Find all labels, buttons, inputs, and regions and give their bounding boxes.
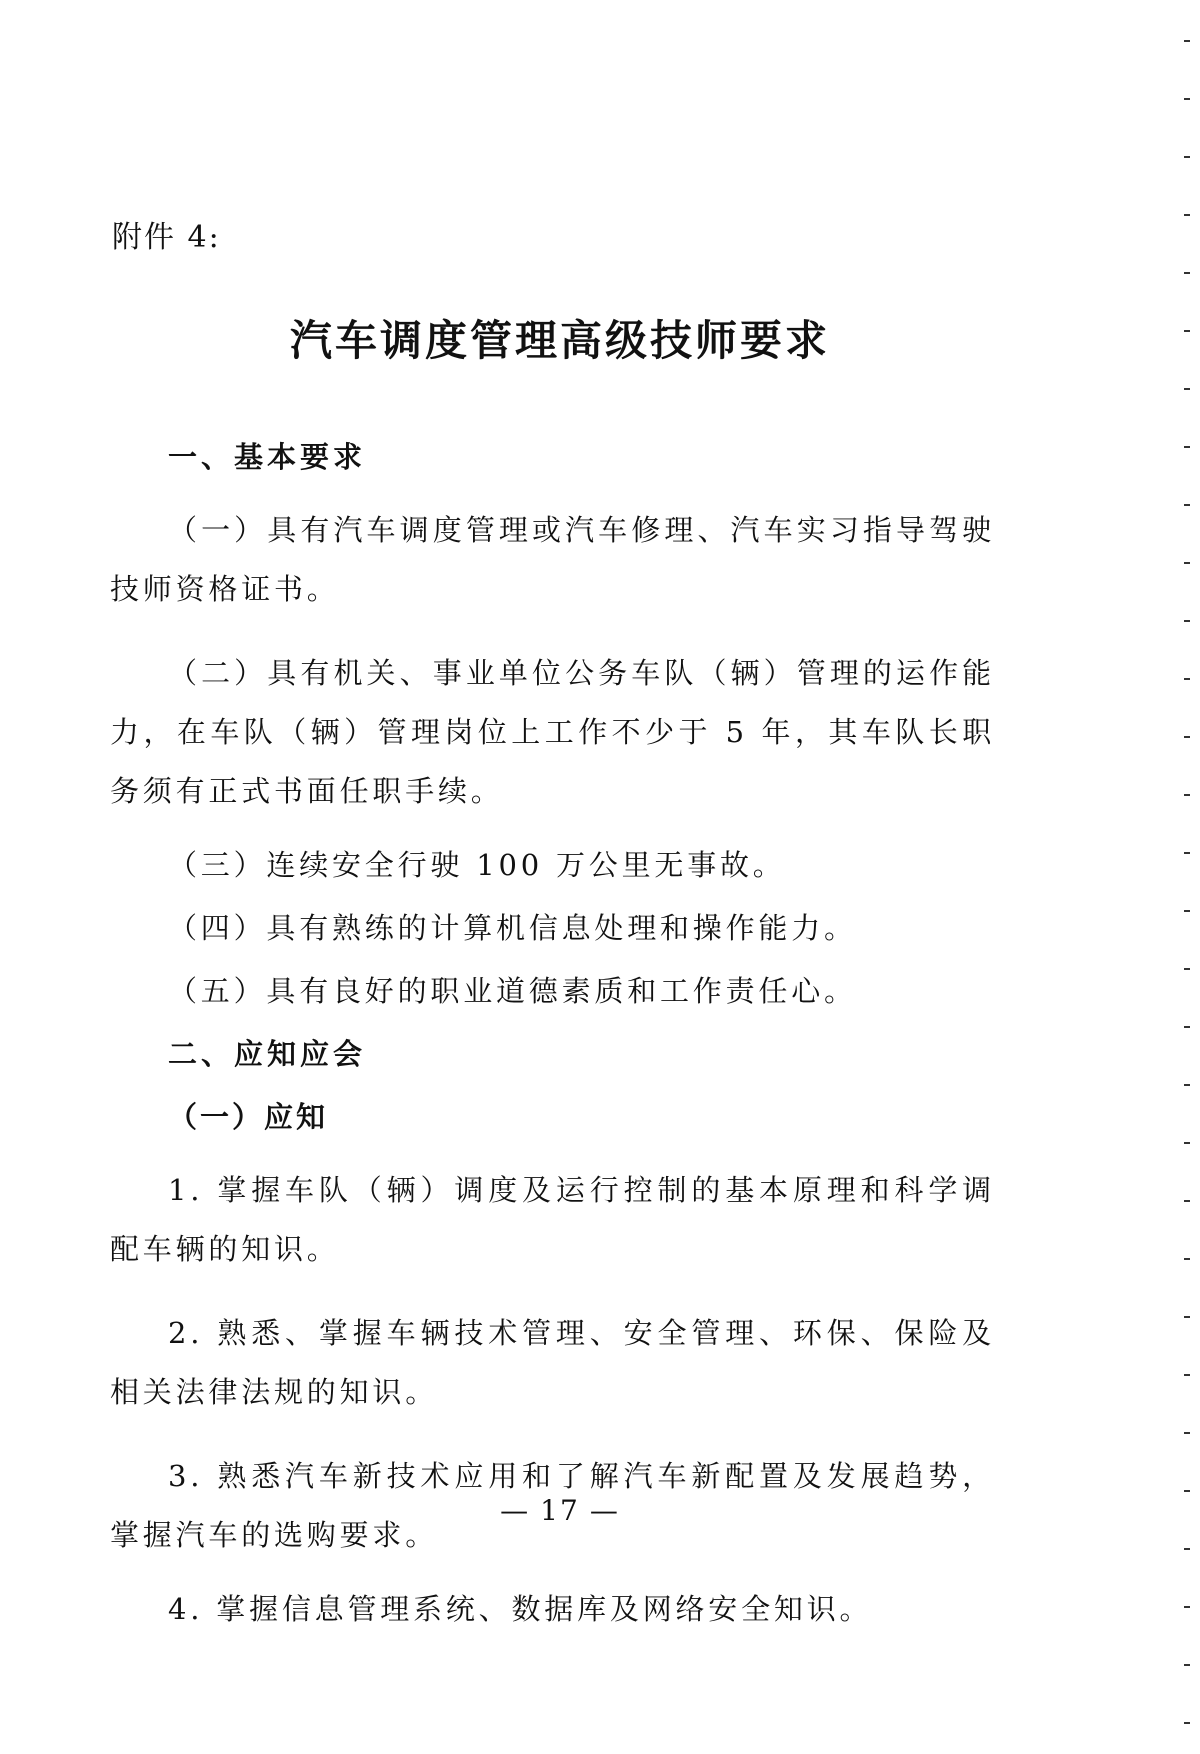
knowledge-item-3: 3. 熟悉汽车新技术应用和了解汽车新配置及发展趋势，掌握汽车的选购要求。 [110,1459,995,1552]
requirement-item-4: （四）具有熟练的计算机信息处理和操作能力。 [168,911,857,945]
document-title: 汽车调度管理高级技师要求 [289,316,830,365]
scan-edge-mark [1184,40,1190,42]
page-number-value: 17 [540,1494,580,1527]
scan-edge-mark [1184,214,1190,216]
scan-edge-mark [1184,620,1190,622]
section-heading-knowledge: 二、应知应会 [168,1037,367,1071]
knowledge-item-1: 1. 掌握车队（辆）调度及运行控制的基本原理和科学调配车辆的知识。 [110,1173,995,1266]
scan-edge-mark [1184,504,1190,506]
requirement-item-2: （二）具有机关、事业单位公务车队（辆）管理的运作能力，在车队（辆）管理岗位上工作不少于 5 年，其车队长职务须有正式书面任职手续。 [110,656,995,808]
scan-edge-mark [1184,1548,1190,1550]
scan-edge-mark [1184,272,1190,274]
section-heading-basic-requirements: 一、基本要求 [168,440,367,474]
scan-edge-mark [1184,156,1190,158]
scan-edge-mark [1184,330,1190,332]
scan-edge-mark [1184,388,1190,390]
subsection-heading-should-know: （一）应知 [168,1100,329,1134]
scan-edge-mark [1184,678,1190,680]
requirement-item-5: （五）具有良好的职业道德素质和工作责任心。 [168,974,857,1008]
scan-edge-mark [1184,1026,1190,1028]
knowledge-item-4: 4. 掌握信息管理系统、数据库及网络安全知识。 [168,1592,873,1626]
scan-edge-mark [1184,1664,1190,1666]
scan-edge-mark [1184,1374,1190,1376]
page-number [0,1494,1120,1527]
scan-edge-mark [1184,446,1190,448]
requirement-item-3: （三）连续安全行驶 100 万公里无事故。 [168,848,786,882]
scan-edge-mark [1184,1432,1190,1434]
scan-edge-mark [1184,852,1190,854]
scan-edge-mark [1184,562,1190,564]
scan-edge-mark [1184,98,1190,100]
scan-edge-mark [1184,736,1190,738]
scan-edge-mark [1184,1722,1190,1724]
scan-edge-mark [1184,1258,1190,1260]
page-number-dash-right: — [589,1494,620,1527]
scan-edge-marks [1184,0,1190,1754]
scan-edge-mark [1184,1490,1190,1492]
scan-edge-mark [1184,1606,1190,1608]
scan-edge-mark [1184,968,1190,970]
page-number-dash-left: — [500,1494,531,1527]
requirement-item-1: （一）具有汽车调度管理或汽车修理、汽车实习指导驾驶技师资格证书。 [110,513,995,606]
document-body [110,438,995,1653]
scan-edge-mark [1184,794,1190,796]
scan-edge-mark [1184,1142,1190,1144]
scan-edge-mark [1184,1084,1190,1086]
knowledge-item-2: 2. 熟悉、掌握车辆技术管理、安全管理、环保、保险及相关法律法规的知识。 [110,1316,995,1409]
scan-edge-mark [1184,1316,1190,1318]
scan-edge-mark [1184,910,1190,912]
scan-edge-mark [1184,1200,1190,1202]
attachment-label: 附件 4: [112,220,221,255]
